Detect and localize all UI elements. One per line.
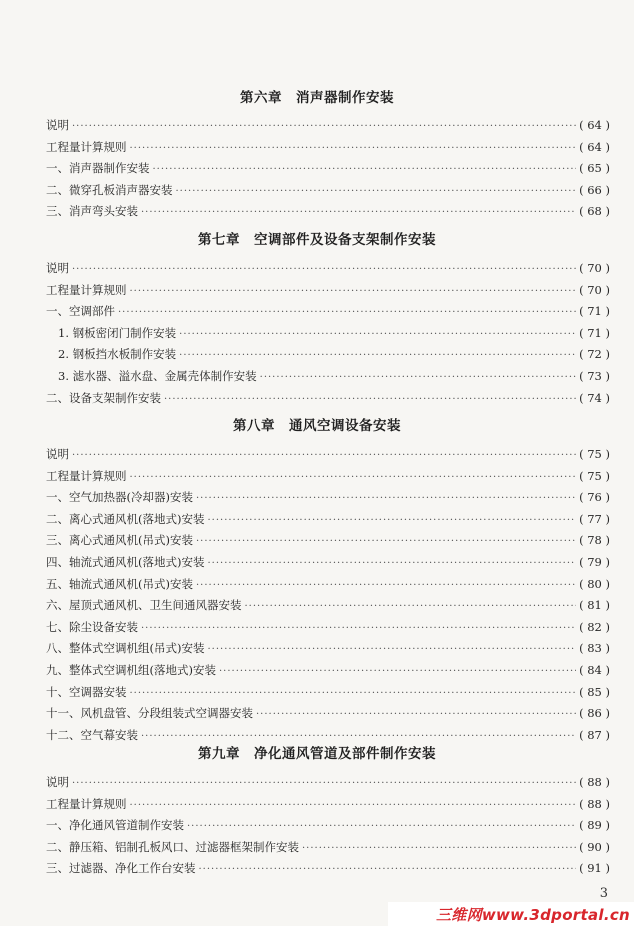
dot-leader — [72, 119, 576, 135]
toc-entry[interactable] — [46, 684, 610, 700]
toc-entry-label: 说明 — [46, 261, 69, 275]
toc-entry-page: ( 85 ) — [579, 684, 610, 699]
toc-entry-label: 二、静压箱、铝制孔板风口、过滤器框架制作安装 — [46, 839, 299, 854]
dot-leader — [196, 578, 576, 594]
toc-entry-page: ( 84 ) — [579, 663, 610, 677]
toc-entry-label: 说明 — [46, 118, 69, 132]
dot-leader — [130, 686, 577, 702]
dot-leader — [245, 599, 577, 615]
toc-entry[interactable] — [46, 796, 610, 812]
toc-entry-label: 四、轴流式通风机(落地式)安装 — [46, 555, 205, 569]
toc-entry[interactable] — [46, 640, 610, 656]
toc-entry-page: ( 75 ) — [579, 447, 610, 461]
toc-entry-label: 二、设备支架制作安装 — [46, 390, 161, 405]
dot-leader — [72, 448, 576, 464]
dot-leader — [207, 642, 576, 658]
toc-entry-label: 七、除尘设备安装 — [46, 619, 138, 634]
dot-leader — [199, 862, 577, 878]
toc-entry[interactable] — [46, 554, 610, 570]
toc-entry[interactable] — [46, 597, 610, 613]
toc-entry-label: 二、微穿孔板消声器安装 — [46, 182, 173, 197]
chapter-heading: 第六章 消声器制作安装 — [240, 90, 394, 106]
dot-leader — [207, 556, 576, 572]
dot-leader — [176, 184, 577, 200]
toc-entry-page: ( 80 ) — [579, 576, 610, 591]
toc-entry-page: ( 73 ) — [579, 369, 610, 383]
toc-entry-label: 工程量计算规则 — [46, 468, 127, 483]
chapter-heading: 第八章 通风空调设备安装 — [233, 418, 401, 434]
toc-entry-page: ( 68 ) — [579, 204, 610, 219]
dot-leader — [187, 819, 576, 835]
dot-leader — [141, 205, 576, 221]
toc-entry[interactable] — [46, 860, 610, 876]
toc-entry[interactable] — [46, 662, 610, 678]
toc-entry-label: 三、过滤器、净化工作台安装 — [46, 861, 196, 876]
toc-entry-page: ( 79 ) — [579, 555, 610, 569]
toc-entry-page: ( 64 ) — [579, 139, 610, 154]
toc-entry[interactable] — [46, 303, 610, 319]
toc-entry[interactable] — [46, 468, 610, 484]
toc-entry-label: 一、消声器制作安装 — [46, 161, 150, 176]
toc-entry-label: 三、离心式通风机(吊式)安装 — [46, 533, 193, 548]
dot-leader — [164, 392, 576, 408]
dot-leader — [179, 327, 576, 343]
toc-entry-label: 十一、风机盘管、分段组装式空调器安装 — [46, 706, 253, 721]
toc-entry-page: ( 86 ) — [579, 706, 610, 721]
toc-entry-page: ( 71 ) — [579, 325, 610, 340]
toc-entry[interactable] — [46, 203, 610, 219]
watermark-text: 三维网www.3dportal.cn — [435, 905, 630, 924]
toc-entry-label: 十、空调器安装 — [46, 684, 127, 699]
toc-entry-page: ( 70 ) — [579, 282, 610, 297]
toc-entry-label: 2. 钢板挡水板制作安装 — [58, 347, 177, 362]
toc-entry-page: ( 81 ) — [579, 598, 610, 613]
toc-entry-label: 说明 — [46, 775, 69, 789]
toc-entry-page: ( 78 ) — [579, 533, 610, 548]
toc-entry-label: 工程量计算规则 — [46, 139, 127, 154]
toc-entry-label: 三、消声弯头安装 — [46, 204, 138, 219]
toc-entry[interactable] — [46, 705, 610, 721]
toc-entry-page: ( 87 ) — [579, 727, 610, 742]
toc-entry-page: ( 82 ) — [579, 619, 610, 634]
dot-leader — [256, 707, 576, 723]
toc-entry-page: ( 66 ) — [579, 182, 610, 197]
dot-leader — [302, 841, 576, 857]
dot-leader — [179, 348, 576, 364]
dot-leader — [118, 305, 576, 321]
chapter-heading: 第九章 净化通风管道及部件制作安装 — [198, 746, 436, 762]
toc-entry[interactable] — [46, 139, 610, 155]
toc-entry[interactable] — [46, 182, 610, 198]
toc-entry-page: ( 72 ) — [579, 347, 610, 362]
chapter-heading: 第七章 空调部件及设备支架制作安装 — [198, 232, 436, 248]
toc-entry-label: 说明 — [46, 447, 69, 461]
toc-entry-page: ( 89 ) — [579, 818, 610, 833]
toc-entry-page: ( 71 ) — [579, 304, 610, 319]
toc-entry-label: 八、整体式空调机组(吊式)安装 — [46, 641, 205, 656]
toc-entry-label: 3. 滤水器、溢水盘、金属壳体制作安装 — [58, 369, 257, 383]
toc-entry-page: ( 64 ) — [579, 118, 610, 132]
toc-entry-label: 一、空气加热器(冷却器)安装 — [46, 490, 193, 505]
dot-leader — [130, 470, 577, 486]
toc-entry[interactable] — [46, 839, 610, 855]
toc-entry[interactable] — [58, 325, 610, 341]
toc-entry-page: ( 77 ) — [579, 511, 610, 526]
toc-entry[interactable] — [46, 489, 610, 505]
toc-entry-page: ( 90 ) — [579, 839, 610, 854]
toc-entry[interactable] — [46, 446, 610, 462]
toc-entry-page: ( 76 ) — [579, 490, 610, 505]
dot-leader — [72, 776, 576, 792]
toc-entry[interactable] — [46, 282, 610, 298]
toc-entry-page: ( 88 ) — [579, 796, 610, 811]
dot-leader — [219, 664, 576, 680]
toc-entry[interactable] — [46, 727, 610, 743]
toc-entry-label: 一、空调部件 — [46, 304, 115, 319]
toc-entry-label: 工程量计算规则 — [46, 282, 127, 297]
dot-leader — [141, 621, 576, 637]
toc-entry-label: 五、轴流式通风机(吊式)安装 — [46, 576, 193, 591]
toc-entry[interactable] — [46, 619, 610, 635]
toc-entry-label: 九、整体式空调机组(落地式)安装 — [46, 663, 216, 677]
toc-entry-page: ( 74 ) — [579, 390, 610, 405]
toc-entry-page: ( 83 ) — [579, 641, 610, 656]
dot-leader — [260, 370, 576, 386]
dot-leader — [72, 262, 576, 278]
toc-entry-page: ( 65 ) — [579, 161, 610, 176]
toc-entry[interactable] — [46, 390, 610, 406]
toc-entry[interactable] — [58, 346, 610, 362]
watermark — [388, 902, 634, 926]
toc-entry-page: ( 91 ) — [579, 861, 610, 876]
toc-entry-label: 六、屋顶式通风机、卫生间通风器安装 — [46, 598, 242, 613]
toc-entry-label: 十二、空气幕安装 — [46, 727, 138, 742]
toc-entry-page: ( 88 ) — [579, 775, 610, 789]
toc-entry-page: ( 70 ) — [579, 261, 610, 275]
toc-entry-label: 工程量计算规则 — [46, 796, 127, 811]
dot-leader — [207, 513, 576, 529]
toc-entry[interactable] — [46, 260, 610, 276]
toc-entry[interactable] — [46, 117, 610, 133]
toc-entry-label: 二、离心式通风机(落地式)安装 — [46, 511, 205, 526]
page-number: 3 — [599, 886, 608, 901]
dot-leader — [153, 162, 577, 178]
toc-entry[interactable] — [46, 511, 610, 527]
toc-entry[interactable] — [58, 368, 610, 384]
dot-leader — [196, 491, 576, 507]
toc-entry-label: 一、净化通风管道制作安装 — [46, 818, 184, 833]
toc-entry-page: ( 75 ) — [579, 468, 610, 483]
dot-leader — [130, 284, 577, 300]
toc-entry[interactable] — [46, 817, 610, 833]
toc-entry[interactable] — [46, 160, 610, 176]
dot-leader — [130, 141, 577, 157]
toc-entry[interactable] — [46, 532, 610, 548]
toc-entry[interactable] — [46, 576, 610, 592]
toc-entry[interactable] — [46, 774, 610, 790]
dot-leader — [196, 534, 576, 550]
toc-entry-label: 1. 钢板密闭门制作安装 — [58, 325, 177, 340]
dot-leader — [130, 798, 577, 814]
